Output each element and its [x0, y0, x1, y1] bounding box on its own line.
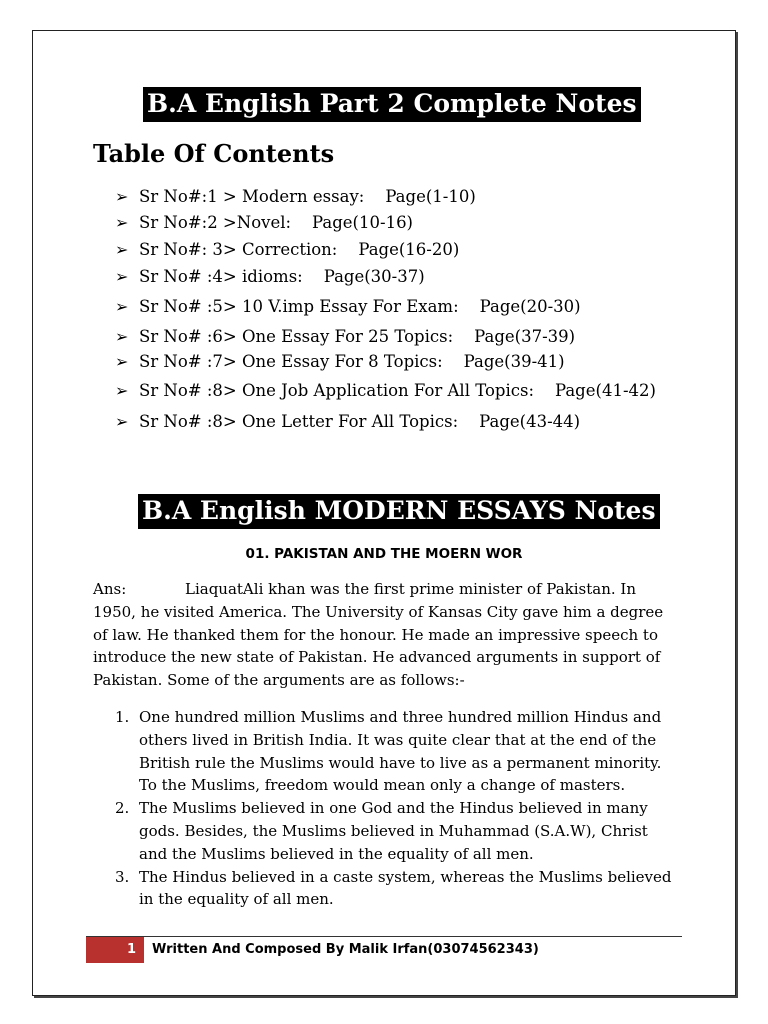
toc-item [115, 266, 425, 288]
toc-item [115, 296, 581, 318]
toc-item-label: Sr No# :8> One Job Application For All Topics: Page(41-42) [139, 381, 656, 400]
argument-list [93, 706, 678, 911]
toc-item-label: Sr No# :5> 10 V.imp Essay For Exam: Page(20-30) [139, 297, 581, 316]
item-number: 1. [115, 708, 130, 726]
essay-intro [93, 578, 673, 692]
item-number: 2. [115, 799, 130, 818]
footer-credit: Written And Composed By Malik Irfan(03074562343) [152, 942, 539, 957]
toc-item [115, 239, 459, 261]
toc-item [115, 351, 565, 373]
item-text: The Muslims believed in one God and the Hindus believed in many gods. Besides, the Muslims believed in Muhammad (S.A.W), Christ and the Muslims believed in the equality of all men. [139, 799, 648, 863]
toc-item [115, 212, 413, 234]
list-item [93, 866, 678, 912]
document-title: B.A English Part 2 Complete Notes [143, 87, 641, 122]
essay-heading: 01. PAKISTAN AND THE MOERN WOR [245, 546, 523, 562]
toc-item-label: Sr No# :7> One Essay For 8 Topics: Page(39-41) [139, 352, 565, 371]
list-item [93, 797, 678, 865]
arrow-bullet-icon: ➢ [115, 297, 129, 316]
toc-item-label: Sr No#:1 > Modern essay: Page(1-10) [139, 187, 476, 206]
arrow-bullet-icon: ➢ [115, 240, 129, 259]
arrow-bullet-icon: ➢ [115, 267, 129, 286]
toc-heading: Table Of Contents [93, 139, 335, 168]
toc-item-label: Sr No# :4> idioms: Page(30-37) [139, 267, 425, 286]
toc-item-label: Sr No#: 3> Correction: Page(16-20) [139, 240, 460, 259]
toc-item-label: Sr No#:2 >Novel: Page(10-16) [139, 213, 413, 232]
arrow-bullet-icon: ➢ [115, 327, 129, 346]
list-item [93, 706, 678, 797]
arrow-bullet-icon: ➢ [115, 381, 129, 400]
toc-item [115, 380, 656, 402]
page-number: 1 [86, 937, 144, 963]
toc-item [115, 326, 575, 348]
arrow-bullet-icon: ➢ [115, 352, 129, 371]
intro-paragraph: LiaquatAli khan was the first prime minister of Pakistan. In 1950, he visited America. The University of Kansas City gave him a degree of law. He thanked them for the honour. He made an impressive speech to introduce the new state of Pakistan. He advanced arguments in support of Pakistan. Some of the arguments are as follows:- [93, 580, 664, 690]
toc-item [115, 411, 580, 433]
item-text: One hundred million Muslims and three hundred million Hindus and others lived in British India. It was quite clear that at the end of the British rule the Muslims would have to live as a permanent minority. To the Muslims, freedom would mean only a change of masters. [139, 708, 662, 795]
toc-item [115, 186, 476, 208]
toc-item-label: Sr No# :8> One Letter For All Topics: Page(43-44) [139, 412, 581, 431]
item-text: The Hindus believed in a caste system, whereas the Muslims believed in the equality of all men. [139, 867, 672, 909]
toc-item-label: Sr No# :6> One Essay For 25 Topics: Page(37-39) [139, 327, 576, 346]
arrow-bullet-icon: ➢ [115, 187, 129, 206]
answer-label: Ans: [93, 580, 127, 598]
item-number: 3. [115, 867, 130, 886]
arrow-bullet-icon: ➢ [115, 412, 129, 431]
section-title: B.A English MODERN ESSAYS Notes [138, 494, 660, 529]
arrow-bullet-icon: ➢ [115, 213, 129, 232]
